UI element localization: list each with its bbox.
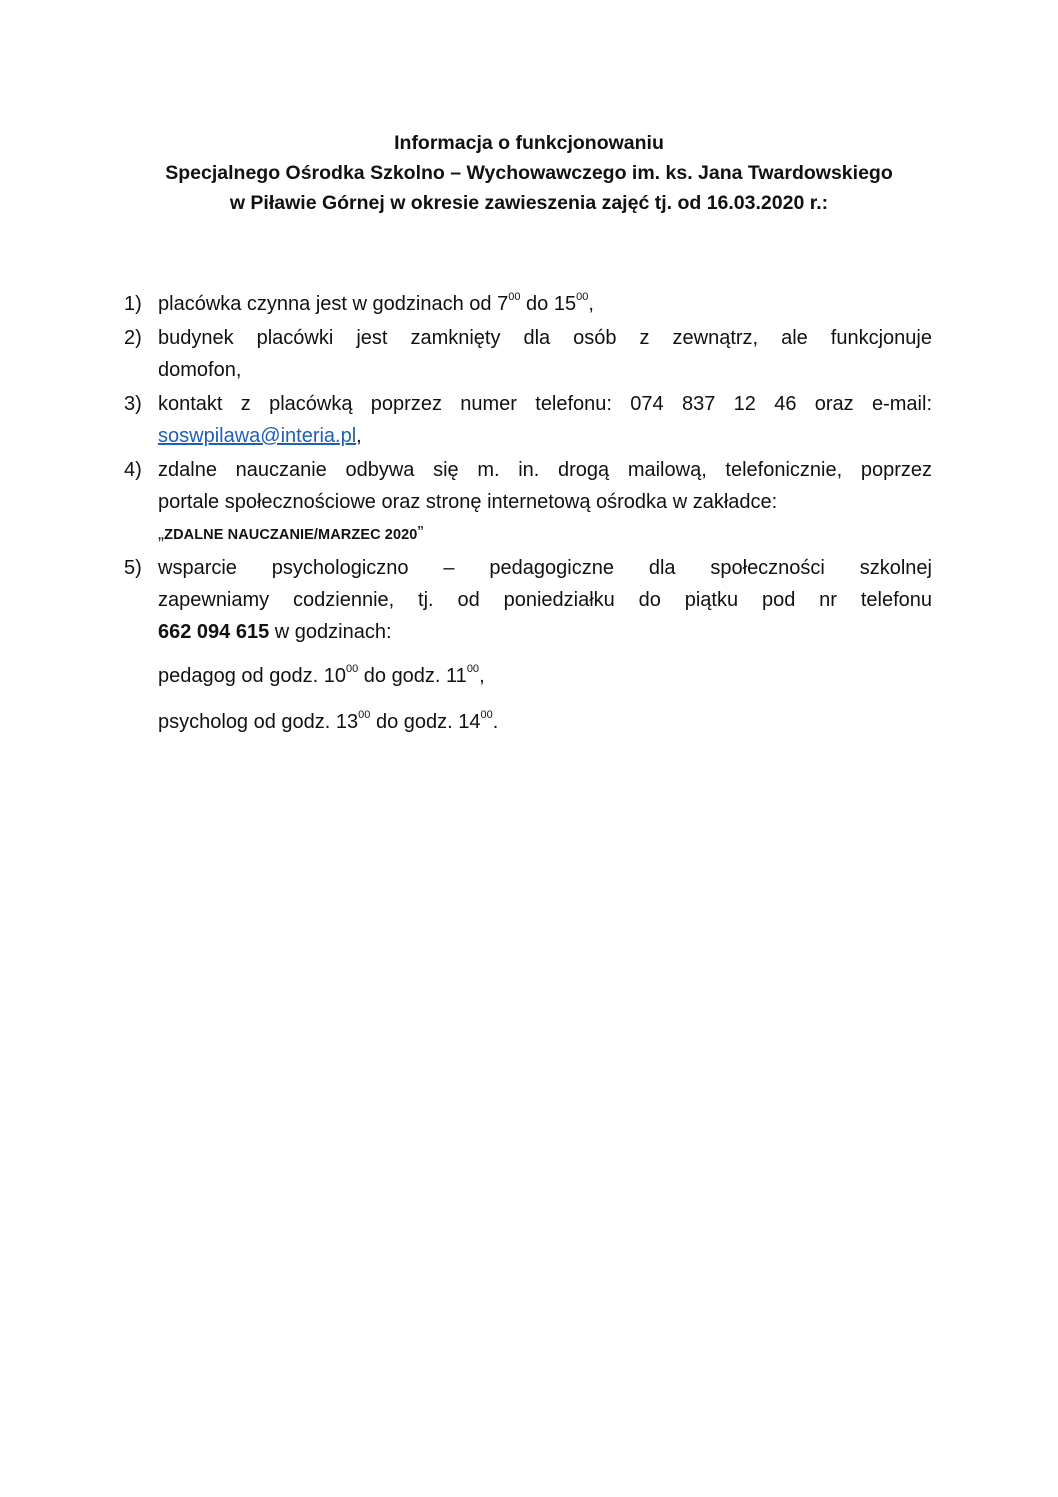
item-line: zdalne nauczanie odbywa się m. in. drogą mailową, telefonicznie, poprzez xyxy=(158,459,932,481)
hours-text: pedagog od godz. 10 xyxy=(158,665,346,687)
superscript-minutes: 00 xyxy=(345,663,359,675)
list-number: 1) xyxy=(124,293,142,315)
title-line-3: w Piławie Górnej w okresie zawieszenia zajęć tj. od 16.03.2020 r.: xyxy=(229,192,829,214)
remote-learning-tab-name xyxy=(158,518,932,550)
hours-text-to: do godz. 11 xyxy=(358,665,467,687)
superscript-minutes: 00 xyxy=(508,291,521,303)
punctuation: . xyxy=(492,711,499,733)
punctuation: , xyxy=(356,425,362,447)
list-item-5 xyxy=(124,552,932,648)
list-item-1 xyxy=(124,288,932,320)
title-line-1: Informacja o funkcjonowaniu xyxy=(394,132,664,154)
open-quote: „ xyxy=(158,523,165,543)
info-list xyxy=(124,288,932,650)
list-number: 4) xyxy=(124,459,142,481)
superscript-minutes: 00 xyxy=(358,709,371,721)
tab-name-text: ZDALNE NAUCZANIE/MARZEC 2020 xyxy=(164,527,418,543)
list-item-3 xyxy=(124,388,932,452)
item-line: portale społecznościowe oraz stronę internetową ośrodka w zakładce: xyxy=(158,491,778,513)
item-line: wsparcie psychologiczno – pedagogiczne dla społeczności szkolnej xyxy=(158,557,932,579)
item-line: budynek placówki jest zamknięty dla osób z zewnątrz, ale funkcjonuje xyxy=(158,327,932,349)
superscript-minutes: 00 xyxy=(480,709,493,721)
superscript-minutes: 00 xyxy=(466,663,480,675)
pedagog-hours xyxy=(158,660,485,692)
support-phone-number: 662 094 615 xyxy=(158,621,270,643)
document-title xyxy=(100,128,958,218)
email-link[interactable]: soswpilawa@interia.pl xyxy=(158,425,357,447)
item-line-rest: w godzinach: xyxy=(269,621,392,643)
punctuation: , xyxy=(588,293,594,315)
opening-hours-text-to: do 15 xyxy=(520,293,577,315)
title-line-2: Specjalnego Ośrodka Szkolno – Wychowawczego im. ks. Jana Twardowskiego xyxy=(165,162,893,184)
item-line: domofon, xyxy=(158,359,242,381)
item-line: kontakt z placówką poprzez numer telefonu: 074 837 12 46 oraz e-mail: xyxy=(158,393,932,415)
superscript-minutes: 00 xyxy=(576,291,589,303)
list-number: 5) xyxy=(124,557,142,579)
punctuation: , xyxy=(479,665,485,687)
psycholog-hours xyxy=(158,706,498,738)
close-quote: ” xyxy=(417,523,424,543)
hours-text-to: do godz. 14 xyxy=(370,711,481,733)
item-line: zapewniamy codziennie, tj. od poniedziałku do piątku pod nr telefonu xyxy=(158,589,932,611)
list-number: 3) xyxy=(124,393,142,415)
list-number: 2) xyxy=(124,327,142,349)
opening-hours-text: placówka czynna jest w godzinach od 7 xyxy=(158,293,509,315)
list-item-4 xyxy=(124,454,932,550)
hours-text: psycholog od godz. 13 xyxy=(158,711,359,733)
list-item-2 xyxy=(124,322,932,386)
